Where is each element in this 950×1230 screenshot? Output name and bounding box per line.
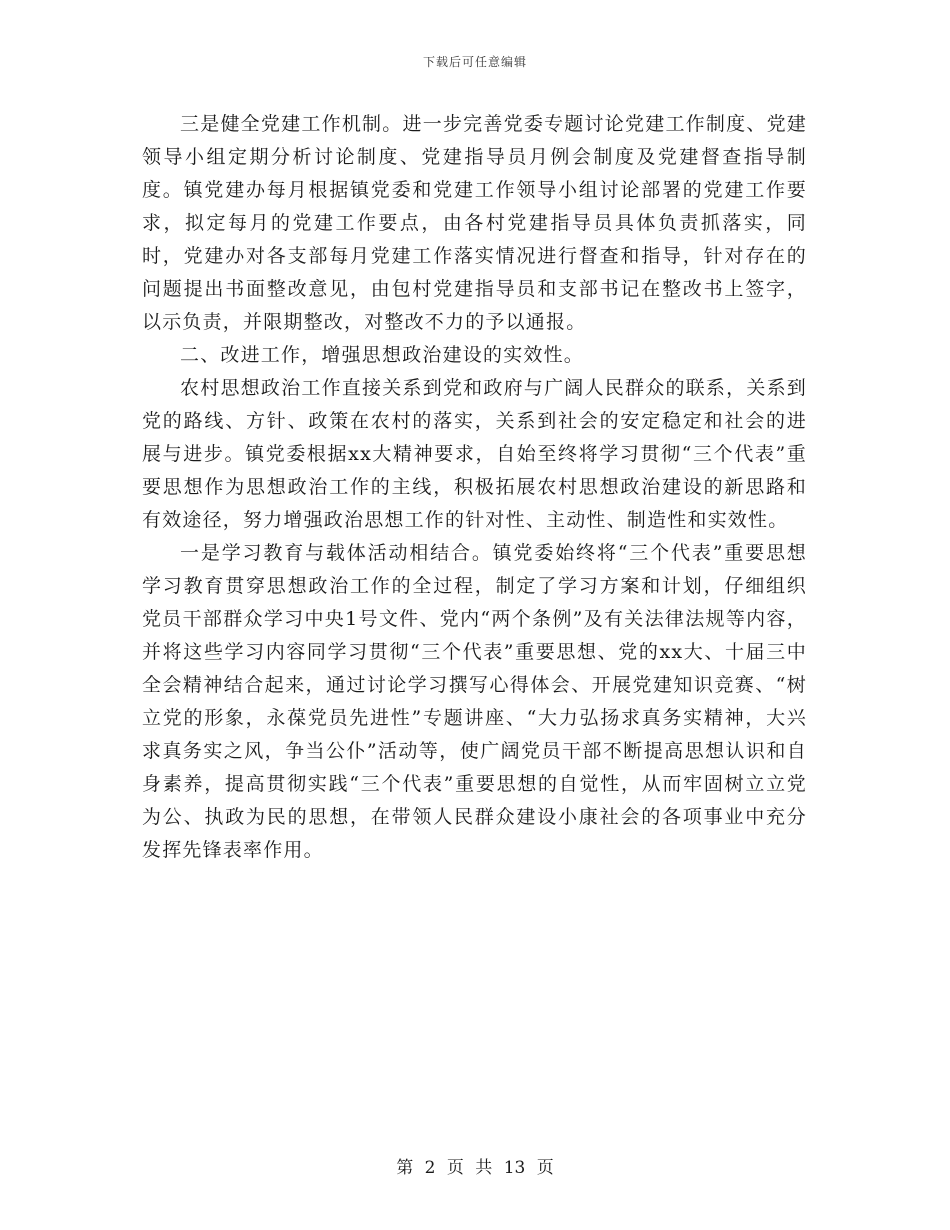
page-header: 下载后可任意编辑 <box>422 55 527 69</box>
page-number-footer: 第 2 页 共 13 页 <box>396 1158 554 1178</box>
section-heading-two: 二、改进工作，增强思想政治建设的实效性。 <box>180 344 585 366</box>
paragraph-study-education: 一是学习教育与载体活动相结合。镇党委始终将“三个代表”重要思想学习教育贯穿思想政治工作的全过程，制定了学习方案和计划，仔细组织党员干部群众学习中央1号文件、党内“两个条例”及有关法律法规等内容，并将这些学习内容同学习贯彻“三个代表”重要思想、党的xx大、十届三中全会精神结合起来，通过讨论学习撰写心得体会、开展党建知识竞赛、“树立党的形象，永葆党员先进性”专题讲座、“大力弘扬求真务实精神，大兴求真务实之风，争当公仆”活动等，使广阔党员干部不断提高思想认识和自身素养，提高贯彻实践“三个代表”重要思想的自觉性，从而牢固树立立党为公、执政为民的思想，在带领人民群众建设小康社会的各项事业中充分发挥先锋表率作用。 <box>142 542 807 861</box>
paragraph-mechanism: 三是健全党建工作机制。进一步完善党委专题讨论党建工作制度、党建领导小组定期分析讨论制度、党建指导员月例会制度及党建督查指导制度。镇党建办每月根据镇党委和党建工作领导小组讨论部署的党建工作要求，拟定每月的党建工作要点，由各村党建指导员具体负责抓落实，同时，党建办对各支部每月党建工作落实情况进行督查和指导，针对存在的问题提出书面整改意见，由包村党建指导员和支部书记在整改书上签字，以示负责，并限期整改，对整改不力的予以通报。 <box>142 113 807 333</box>
paragraph-ideology: 农村思想政治工作直接关系到党和政府与广阔人民群众的联系，关系到党的路线、方针、政策在农村的落实，关系到社会的安定稳定和社会的进展与进步。镇党委根据xx大精神要求，自始至终将学习贯彻“三个代表”重要思想作为思想政治工作的主线，积极拓展农村思想政治建设的新思路和有效途径，努力增强政治思想工作的针对性、主动性、制造性和实效性。 <box>142 377 807 531</box>
document-body <box>142 108 807 867</box>
